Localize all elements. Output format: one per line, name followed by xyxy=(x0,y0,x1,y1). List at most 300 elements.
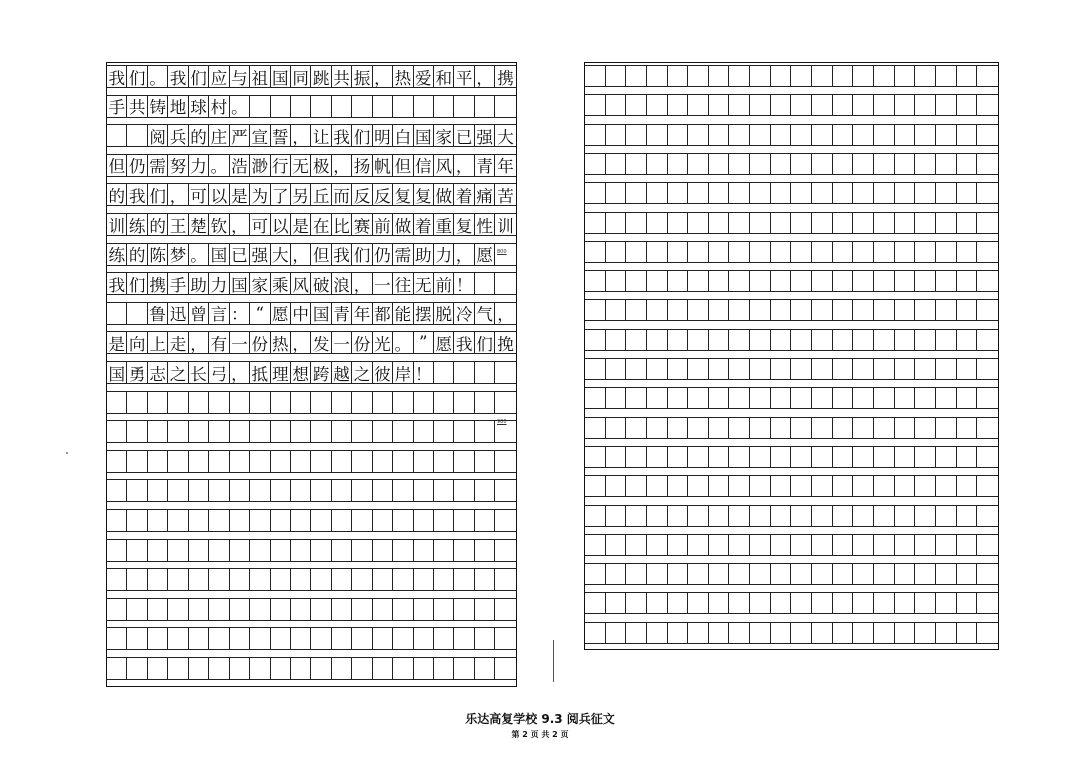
grid-cell xyxy=(626,563,647,585)
grid-cell xyxy=(957,241,978,263)
grid-cell xyxy=(189,391,209,414)
handwritten-char: 练 xyxy=(107,243,127,266)
handwritten-char: 明 xyxy=(373,124,393,147)
grid-cell xyxy=(771,387,792,409)
grid-cell xyxy=(291,509,311,532)
grid-cell xyxy=(833,505,854,527)
grid-cell xyxy=(434,627,454,650)
grid-cell xyxy=(311,657,331,680)
grid-cell xyxy=(647,446,668,468)
grid-cell xyxy=(688,241,709,263)
grid-cell xyxy=(373,657,393,680)
grid-cell xyxy=(750,124,771,146)
grid-cell xyxy=(936,182,957,204)
grid-cell xyxy=(688,124,709,146)
handwritten-char: 鲁 xyxy=(148,302,168,325)
handwritten-char: ， xyxy=(291,243,311,266)
grid-cell xyxy=(915,65,936,87)
grid-cell xyxy=(833,241,854,263)
grid-cell xyxy=(434,598,454,621)
handwritten-char: ， xyxy=(291,124,311,147)
grid-row xyxy=(585,182,998,204)
grid-cell xyxy=(833,387,854,409)
grid-cell xyxy=(291,391,311,414)
grid-cell xyxy=(812,475,833,497)
grid-cell xyxy=(626,270,647,292)
grid-cell xyxy=(688,622,709,644)
grid-cell xyxy=(585,94,606,116)
grid-cell xyxy=(729,241,750,263)
handwritten-char: 向 xyxy=(127,331,147,354)
handwritten-char: 想 xyxy=(291,361,311,384)
grid-cell xyxy=(853,124,874,146)
grid-cell xyxy=(874,329,895,351)
handwritten-char: 风 xyxy=(434,154,454,177)
grid-cell xyxy=(915,417,936,439)
grid-cell xyxy=(250,391,270,414)
grid-cell xyxy=(495,657,515,680)
grid-cell xyxy=(495,95,515,118)
grid-row xyxy=(585,358,998,380)
grid-cell xyxy=(454,479,474,502)
grid-row xyxy=(585,65,998,87)
handwritten-char: 同 xyxy=(291,65,311,88)
grid-cell xyxy=(647,505,668,527)
grid-cell xyxy=(414,568,434,591)
grid-row xyxy=(585,94,998,116)
grid-cell xyxy=(895,622,916,644)
grid-cell xyxy=(771,153,792,175)
grid-cell xyxy=(936,358,957,380)
grid-cell xyxy=(148,509,168,532)
handwritten-char: 们 xyxy=(127,272,147,295)
handwritten-char: 力 xyxy=(434,243,454,266)
grid-cell xyxy=(291,598,311,621)
grid-cell xyxy=(271,657,291,680)
grid-cell xyxy=(606,475,627,497)
grid-cell xyxy=(626,94,647,116)
handwritten-char: 仍 xyxy=(127,154,147,177)
grid-cell xyxy=(709,534,730,556)
grid-cell xyxy=(750,212,771,234)
grid-cell xyxy=(771,563,792,585)
scan-mark xyxy=(553,640,554,682)
grid-cell xyxy=(874,270,895,292)
grid-cell xyxy=(606,329,627,351)
handwritten-char: 之 xyxy=(352,361,372,384)
grid-cell xyxy=(647,65,668,87)
grid-cell xyxy=(750,65,771,87)
grid-cell xyxy=(250,509,270,532)
grid-cell xyxy=(936,94,957,116)
handwritten-char: 已 xyxy=(230,243,250,266)
grid-row xyxy=(107,361,516,384)
grid-cell xyxy=(495,598,515,621)
handwritten-char: 赛 xyxy=(352,213,372,236)
handwritten-char: 但 xyxy=(393,154,413,177)
handwritten-char: 携 xyxy=(495,65,515,88)
grid-cell xyxy=(606,417,627,439)
grid-cell xyxy=(311,509,331,532)
grid-cell xyxy=(729,534,750,556)
grid-row xyxy=(585,475,998,497)
handwritten-char: 力 xyxy=(189,154,209,177)
grid-cell xyxy=(668,329,689,351)
grid-cell xyxy=(957,182,978,204)
grid-cell xyxy=(688,270,709,292)
handwritten-char: 与 xyxy=(230,65,250,88)
grid-cell xyxy=(495,627,515,650)
grid-cell xyxy=(606,65,627,87)
handwritten-char: 乘 xyxy=(271,272,291,295)
grid-cell xyxy=(750,299,771,321)
grid-cell xyxy=(311,539,331,562)
grid-cell xyxy=(812,358,833,380)
handwritten-char: 们 xyxy=(127,65,147,88)
grid-cell xyxy=(874,475,895,497)
grid-cell xyxy=(853,475,874,497)
grid-cell xyxy=(729,212,750,234)
grid-cell xyxy=(895,65,916,87)
grid-cell xyxy=(915,329,936,351)
grid-cell xyxy=(311,420,331,443)
grid-cell xyxy=(311,391,331,414)
handwritten-char: 严 xyxy=(230,124,250,147)
grid-cell xyxy=(414,450,434,473)
grid-cell xyxy=(771,329,792,351)
grid-cell xyxy=(148,539,168,562)
handwritten-char: 着 xyxy=(454,183,474,206)
grid-cell xyxy=(454,450,474,473)
grid-cell xyxy=(626,446,647,468)
grid-cell xyxy=(791,241,812,263)
grid-cell xyxy=(977,212,998,234)
grid-cell xyxy=(250,95,270,118)
grid-cell xyxy=(915,387,936,409)
grid-cell xyxy=(585,270,606,292)
grid-cell xyxy=(895,563,916,585)
grid-cell xyxy=(168,657,188,680)
grid-cell xyxy=(414,95,434,118)
grid-cell xyxy=(148,479,168,502)
grid-cell xyxy=(271,509,291,532)
grid-cell xyxy=(874,358,895,380)
grid-cell xyxy=(127,539,147,562)
grid-row xyxy=(107,598,516,621)
grid-cell xyxy=(977,622,998,644)
handwritten-char: 已 xyxy=(454,124,474,147)
grid-cell xyxy=(874,299,895,321)
grid-cell xyxy=(475,657,495,680)
handwritten-char: 家 xyxy=(250,272,270,295)
handwritten-char: 青 xyxy=(475,154,495,177)
handwritten-char: 平 xyxy=(454,65,474,88)
grid-cell xyxy=(148,450,168,473)
handwritten-char: 共 xyxy=(332,65,352,88)
grid-cell xyxy=(291,450,311,473)
grid-cell xyxy=(311,479,331,502)
grid-cell xyxy=(271,627,291,650)
handwritten-char: 愿 xyxy=(271,302,291,325)
handwritten-char: 气 xyxy=(475,302,495,325)
grid-cell xyxy=(414,420,434,443)
grid-cell xyxy=(606,358,627,380)
grid-cell xyxy=(668,622,689,644)
grid-cell xyxy=(895,505,916,527)
grid-cell xyxy=(895,329,916,351)
grid-cell xyxy=(977,417,998,439)
grid-cell xyxy=(585,124,606,146)
handwritten-char: ， xyxy=(475,65,495,88)
grid-cell xyxy=(168,420,188,443)
grid-cell xyxy=(434,568,454,591)
footer-title: 乐达高复学校 9.3 阅兵征文 xyxy=(465,712,615,726)
grid-cell xyxy=(626,387,647,409)
handwritten-char: 的 xyxy=(107,183,127,206)
grid-row xyxy=(585,446,998,468)
grid-cell xyxy=(833,270,854,292)
grid-cell xyxy=(647,299,668,321)
grid-cell xyxy=(688,94,709,116)
grid-cell xyxy=(393,627,413,650)
grid-cell xyxy=(853,563,874,585)
handwritten-char: 脱 xyxy=(434,302,454,325)
grid-cell xyxy=(454,627,474,650)
grid-cell xyxy=(729,65,750,87)
grid-cell xyxy=(107,124,127,147)
grid-cell xyxy=(107,568,127,591)
grid-cell xyxy=(291,479,311,502)
grid-cell xyxy=(606,153,627,175)
grid-cell xyxy=(332,420,352,443)
grid-cell xyxy=(647,270,668,292)
grid-cell xyxy=(668,446,689,468)
grid-cell xyxy=(352,627,372,650)
grid-cell xyxy=(709,94,730,116)
grid-cell xyxy=(475,420,495,443)
grid-cell xyxy=(791,475,812,497)
handwritten-char: 迅 xyxy=(168,302,188,325)
handwritten-char: 之 xyxy=(168,361,188,384)
grid-cell xyxy=(606,299,627,321)
grid-cell xyxy=(585,241,606,263)
grid-cell xyxy=(853,270,874,292)
grid-cell xyxy=(957,505,978,527)
grid-cell xyxy=(373,420,393,443)
grid-cell xyxy=(107,509,127,532)
grid-cell xyxy=(291,568,311,591)
grid-cell xyxy=(647,534,668,556)
grid-cell xyxy=(626,241,647,263)
handwritten-char: 彼 xyxy=(373,361,393,384)
handwritten-char: 越 xyxy=(332,361,352,384)
handwritten-char: 理 xyxy=(271,361,291,384)
handwritten-char: 们 xyxy=(148,183,168,206)
grid-cell xyxy=(495,568,515,591)
grid-cell xyxy=(936,153,957,175)
grid-cell xyxy=(606,212,627,234)
grid-cell xyxy=(434,391,454,414)
handwritten-char: 扬 xyxy=(352,154,372,177)
handwritten-char: 份 xyxy=(352,331,372,354)
grid-cell xyxy=(915,358,936,380)
handwritten-char: 需 xyxy=(393,243,413,266)
grid-cell xyxy=(585,65,606,87)
grid-cell xyxy=(107,657,127,680)
grid-cell xyxy=(915,153,936,175)
handwritten-char: 可 xyxy=(250,213,270,236)
handwritten-char: ！ xyxy=(454,272,474,295)
handwritten-char: 大 xyxy=(495,124,515,147)
grid-cell xyxy=(833,563,854,585)
grid-cell xyxy=(189,598,209,621)
handwritten-char: 训 xyxy=(495,213,515,236)
handwritten-char: 复 xyxy=(454,213,474,236)
grid-cell xyxy=(874,446,895,468)
grid-cell xyxy=(791,534,812,556)
grid-cell xyxy=(812,505,833,527)
grid-cell xyxy=(709,299,730,321)
handwritten-char: 大 xyxy=(271,243,291,266)
grid-cell xyxy=(853,65,874,87)
handwritten-char: 助 xyxy=(189,272,209,295)
grid-cell xyxy=(209,509,229,532)
grid-cell xyxy=(230,568,250,591)
grid-cell xyxy=(495,272,515,295)
handwritten-char: 祖 xyxy=(250,65,270,88)
grid-cell xyxy=(709,124,730,146)
grid-cell xyxy=(495,539,515,562)
handwritten-char: 铸 xyxy=(148,95,168,118)
grid-cell xyxy=(791,329,812,351)
grid-cell xyxy=(874,94,895,116)
grid-cell xyxy=(434,509,454,532)
grid-cell xyxy=(874,124,895,146)
handwritten-char: 我 xyxy=(168,65,188,88)
grid-cell xyxy=(393,539,413,562)
handwritten-char: 极 xyxy=(311,154,331,177)
grid-cell xyxy=(454,509,474,532)
grid-cell xyxy=(709,182,730,204)
grid-cell xyxy=(729,329,750,351)
grid-cell xyxy=(771,446,792,468)
handwritten-char: 以 xyxy=(209,183,229,206)
grid-cell xyxy=(291,420,311,443)
grid-cell xyxy=(475,479,495,502)
grid-cell xyxy=(957,534,978,556)
grid-cell xyxy=(874,592,895,614)
grid-cell xyxy=(352,539,372,562)
grid-cell xyxy=(729,270,750,292)
handwritten-char: 冷 xyxy=(454,302,474,325)
grid-cell xyxy=(833,299,854,321)
grid-cell xyxy=(647,124,668,146)
handwritten-char: 另 xyxy=(291,183,311,206)
grid-cell xyxy=(688,182,709,204)
handwritten-char: 手 xyxy=(168,272,188,295)
grid-cell xyxy=(352,657,372,680)
grid-cell xyxy=(936,270,957,292)
grid-cell xyxy=(454,361,474,384)
grid-row xyxy=(107,213,516,236)
grid-cell xyxy=(647,329,668,351)
handwritten-char: 爱 xyxy=(414,65,434,88)
grid-cell xyxy=(626,124,647,146)
grid-cell xyxy=(977,505,998,527)
handwritten-char: 需 xyxy=(148,154,168,177)
grid-row xyxy=(107,65,516,88)
grid-cell xyxy=(606,270,627,292)
grid-cell xyxy=(393,598,413,621)
handwritten-char: 兵 xyxy=(168,124,188,147)
grid-cell xyxy=(977,358,998,380)
grid-cell xyxy=(250,657,270,680)
grid-cell xyxy=(688,358,709,380)
grid-cell xyxy=(977,153,998,175)
grid-cell xyxy=(812,65,833,87)
grid-cell xyxy=(271,598,291,621)
grid-cell xyxy=(352,509,372,532)
handwritten-char: 是 xyxy=(230,183,250,206)
grid-row xyxy=(585,329,998,351)
grid-cell xyxy=(311,598,331,621)
grid-cell xyxy=(209,627,229,650)
handwritten-char: 言 xyxy=(209,302,229,325)
grid-cell xyxy=(874,505,895,527)
grid-cell xyxy=(874,417,895,439)
handwritten-char: 我 xyxy=(332,243,352,266)
grid-cell xyxy=(957,124,978,146)
handwritten-char: 为 xyxy=(250,183,270,206)
handwritten-char: 国 xyxy=(414,124,434,147)
handwritten-char: 让 xyxy=(311,124,331,147)
grid-row xyxy=(107,450,516,473)
handwritten-char: 着 xyxy=(414,213,434,236)
handwritten-char: 国 xyxy=(271,65,291,88)
grid-cell xyxy=(895,358,916,380)
grid-row xyxy=(107,420,516,443)
handwritten-char: 地 xyxy=(168,95,188,118)
grid-cell xyxy=(647,212,668,234)
grid-row xyxy=(585,417,998,439)
handwritten-char: 有 xyxy=(209,331,229,354)
grid-cell xyxy=(230,479,250,502)
grid-cell xyxy=(688,417,709,439)
grid-cell xyxy=(271,479,291,502)
grid-cell xyxy=(812,592,833,614)
handwritten-char: ： xyxy=(230,302,250,325)
grid-cell xyxy=(688,65,709,87)
grid-cell xyxy=(957,299,978,321)
grid-cell xyxy=(373,539,393,562)
grid-cell xyxy=(373,95,393,118)
grid-cell xyxy=(189,657,209,680)
handwritten-char: 愿 xyxy=(475,243,495,266)
grid-cell xyxy=(791,153,812,175)
handwritten-char: “ xyxy=(250,302,270,325)
grid-cell xyxy=(626,622,647,644)
grid-cell xyxy=(729,299,750,321)
grid-cell xyxy=(475,539,495,562)
grid-cell xyxy=(127,509,147,532)
grid-cell xyxy=(230,539,250,562)
grid-cell xyxy=(771,241,792,263)
grid-cell xyxy=(626,592,647,614)
footer-page-number: 第 2 页 共 2 页 xyxy=(511,730,569,739)
grid-cell xyxy=(209,450,229,473)
grid-cell xyxy=(434,420,454,443)
grid-cell xyxy=(936,505,957,527)
